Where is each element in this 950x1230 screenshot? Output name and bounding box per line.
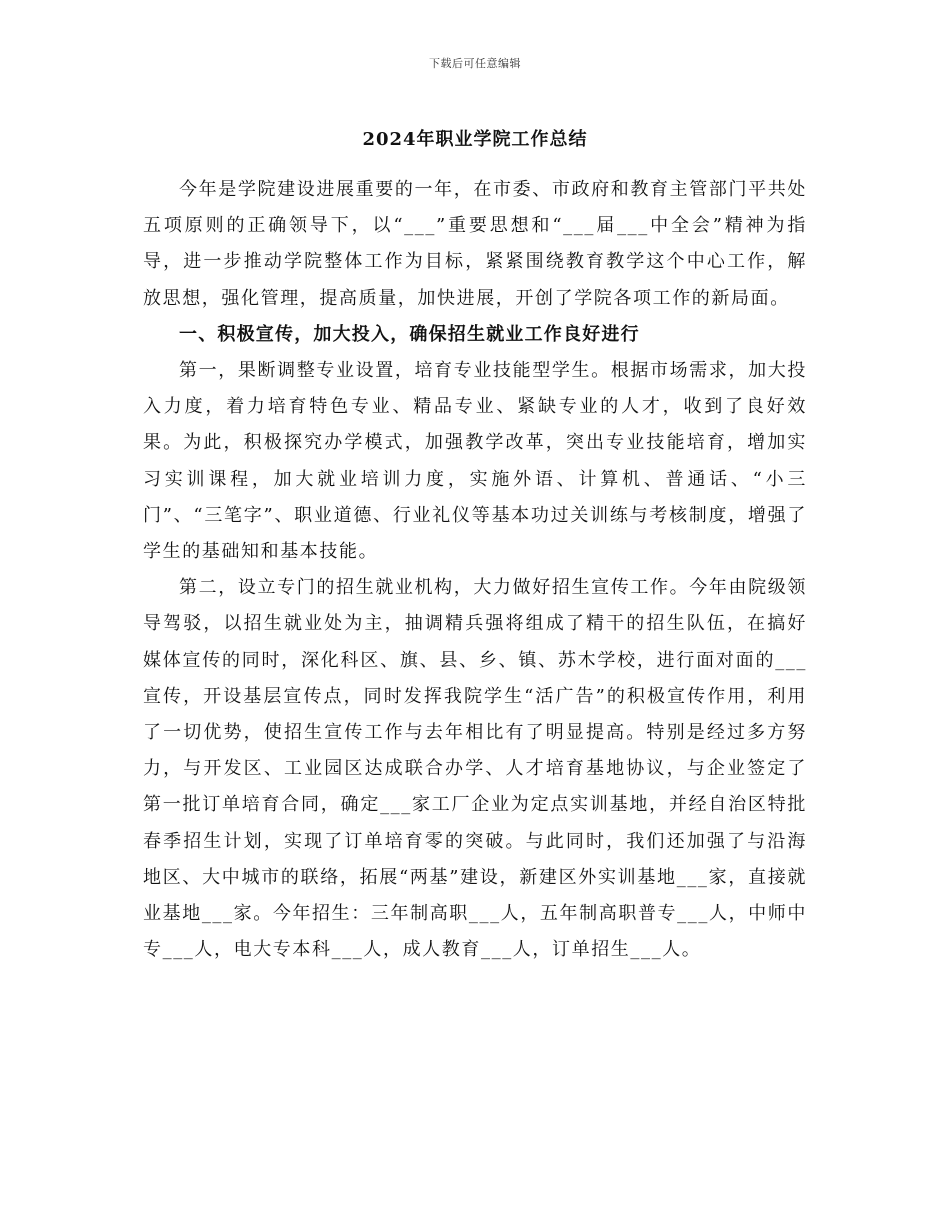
section-heading: 一、积极宣传，加大投入，确保招生就业工作良好进行 [179,323,640,345]
body-paragraph: 第一，果断调整专业设置，培育专业技能型学生。根据市场需求，加大投入力度，着力培育特色专业、精品专业、紧缺专业的人才，收到了良好效果。为此，积极探究办学模式，加强教学改革，突出专业技能培育，增加实习实训课程，加大就业培训力度，实施外语、计算机、普通话、“小三门”、“三笔字”、职业道德、行业礼仪等基本功过关训练与考核制度，增强了学生的基础知和基本技能。 [143,360,807,563]
intro-paragraph: 今年是学院建设进展重要的一年，在市委、市政府和教育主管部门平共处五项原则的正确领导下，以“___”重要思想和“___届___中全会”精神为指导，进一步推动学院整体工作为目标，紧紧围绕教育教学这个中心工作，解放思想，强化管理，提高质量，加快进展，开创了学院各项工作的新局面。 [143,179,807,309]
document-title: 2024年职业学院工作总结 [362,129,588,150]
watermark-text: 下载后可任意编辑 [429,57,521,70]
document-body [143,172,807,968]
body-paragraph: 第二，设立专门的招生就业机构，大力做好招生宣传工作。今年由院级领导驾驳，以招生就业处为主，抽调精兵强将组成了精干的招生队伍，在搞好媒体宣传的同时，深化科区、旗、县、乡、镇、苏木学校，进行面对面的___宣传，开设基层宣传点，同时发挥我院学生“活广告”的积极宣传作用，利用了一切优势，使招生宣传工作与去年相比有了明显提高。特别是经过多方努力，与开发区、工业园区达成联合办学、人才培育基地协议，与企业签定了第一批订单培育合同，确定___家工厂企业为定点实训基地，并经自治区特批春季招生计划，实现了订单培育零的突破。与此同时，我们还加强了与沿海地区、大中城市的联络，拓展“两基”建设，新建区外实训基地___家，直接就业基地___家。今年招生：三年制高职___人，五年制高职普专___人，中师中专___人，电大专本科___人，成人教育___人，订单招生___人。 [143,577,807,961]
